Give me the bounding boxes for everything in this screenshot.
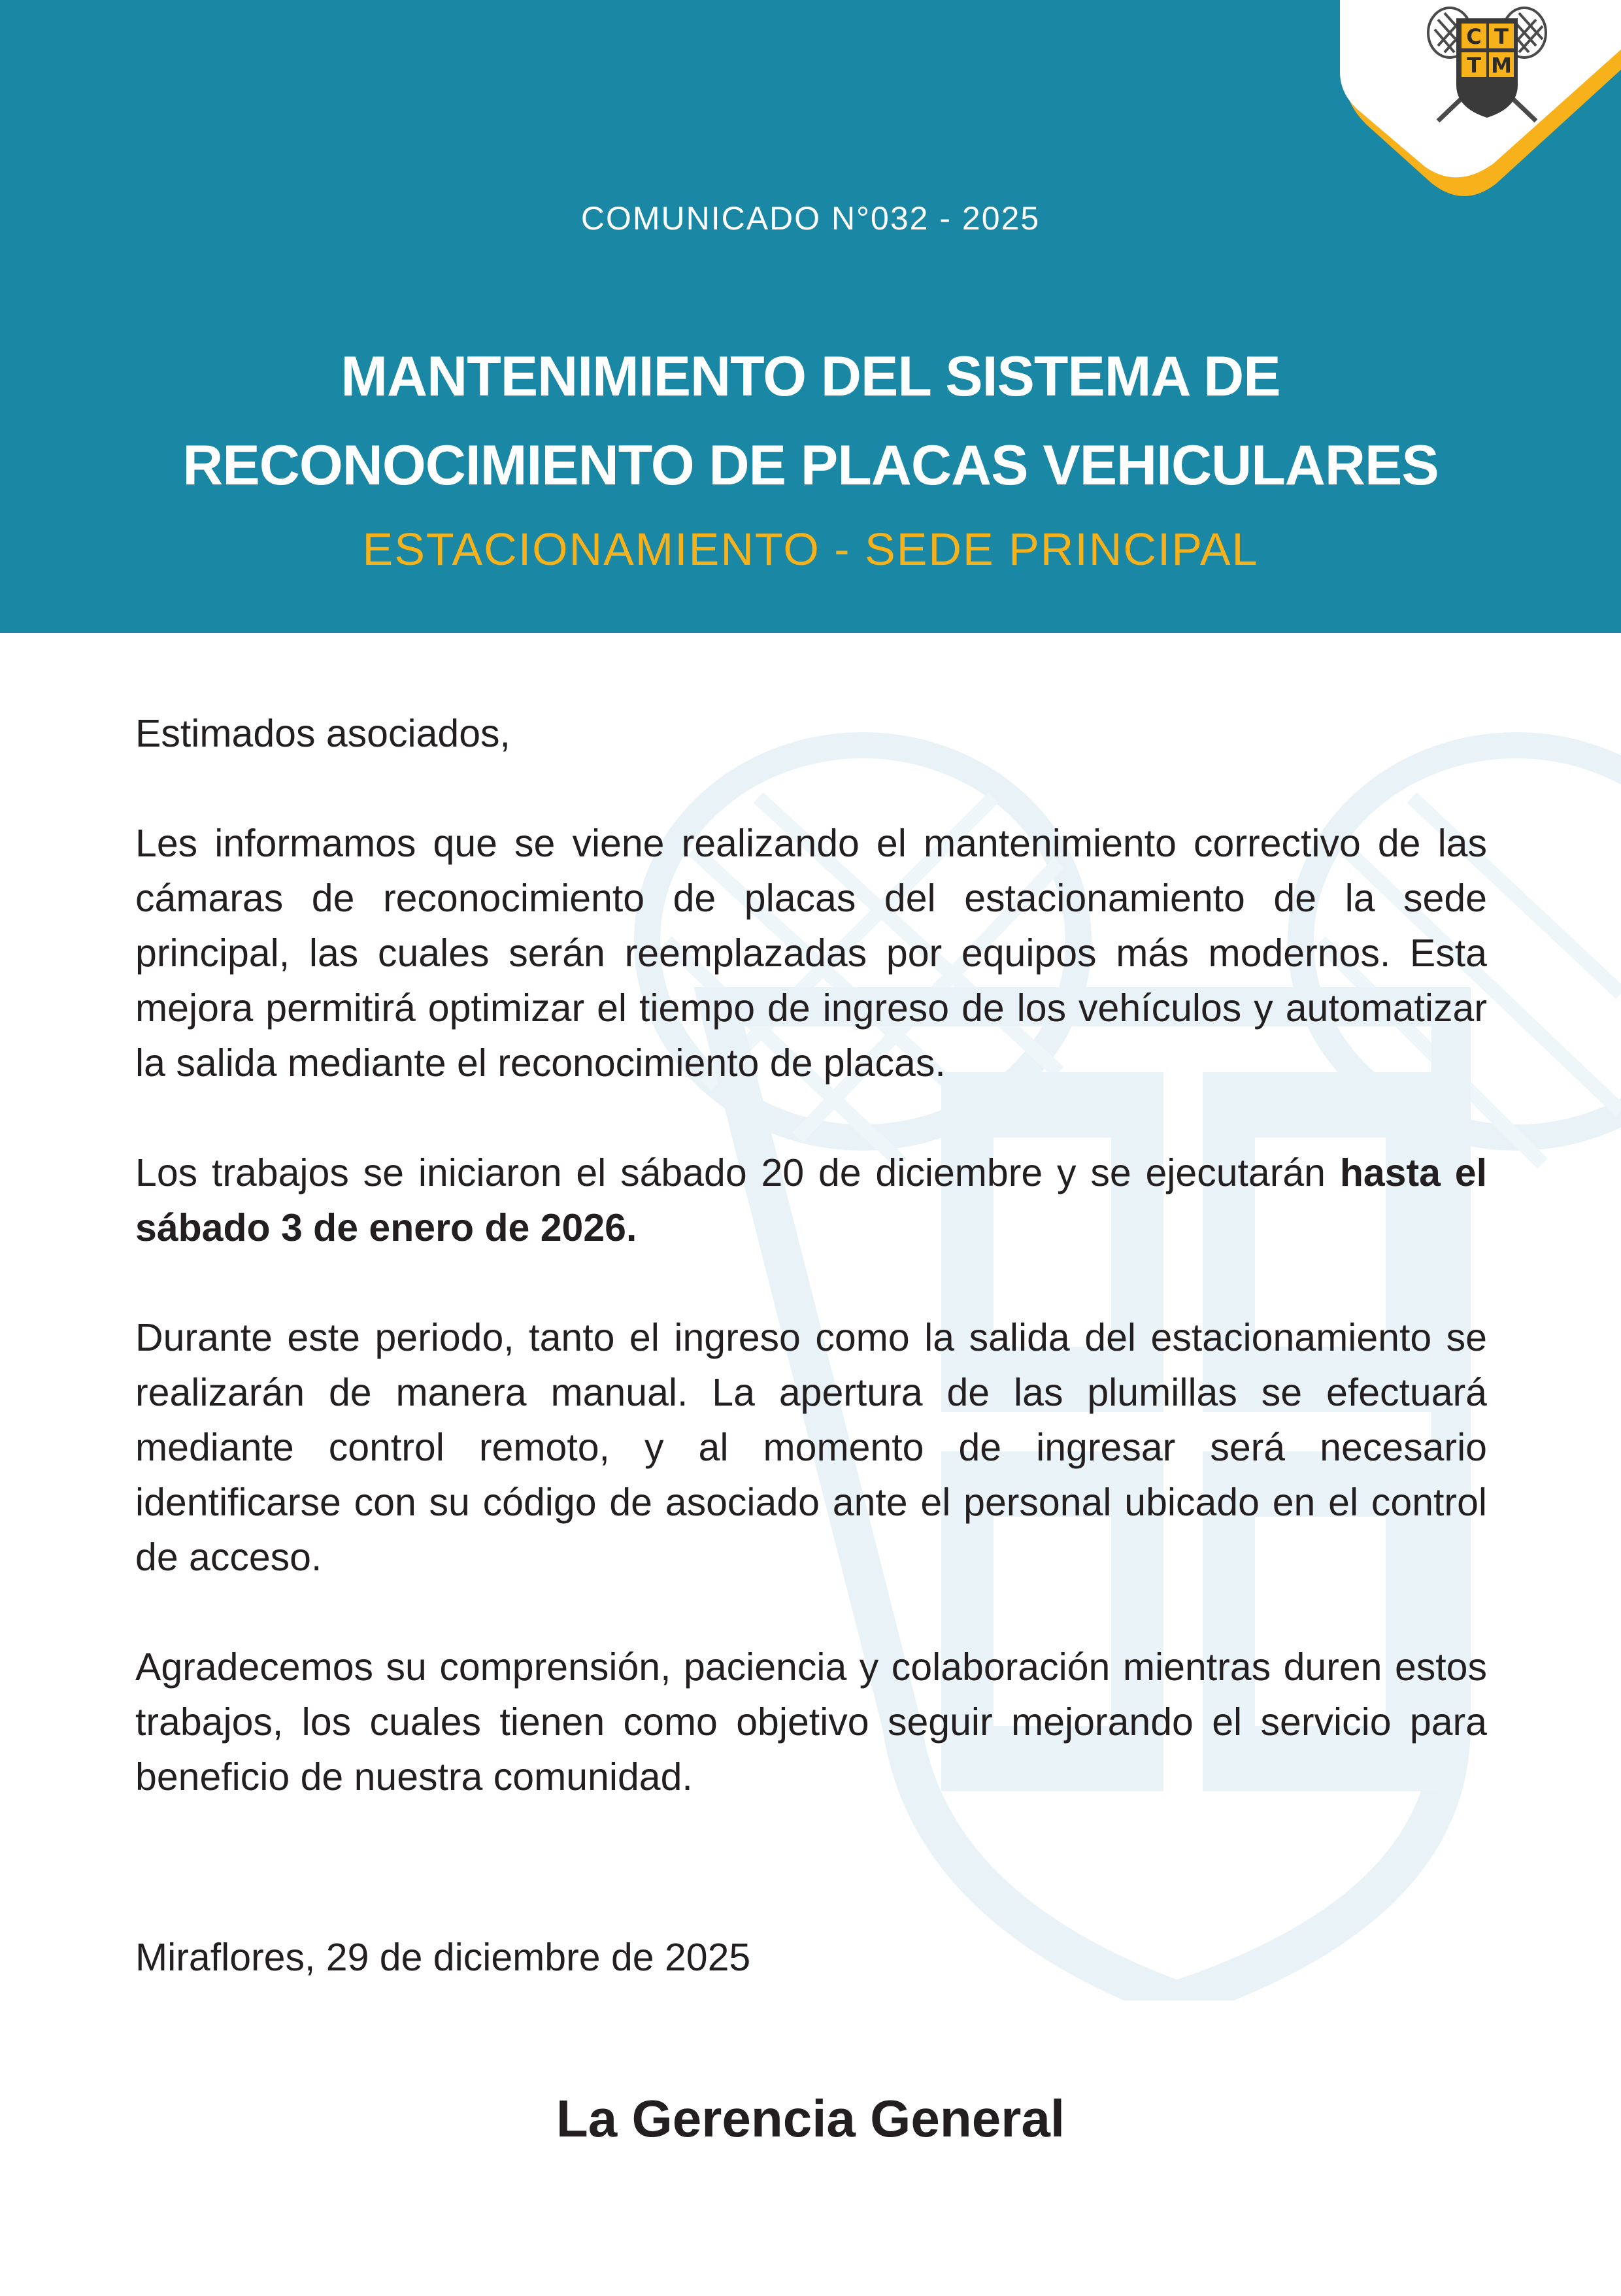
page-subtitle: ESTACIONAMIENTO - SEDE PRINCIPAL [362, 524, 1259, 575]
logo-letter: M [1491, 53, 1512, 78]
letter-body [135, 706, 1487, 1859]
paragraph-3: Durante este periodo, tanto el ingreso como la salida del estacionamiento se realizarán de manera manual. La apertura de las plumillas se efectuará mediante control remoto, y al momento de ingresar será necesario identificarse con su código de asociado ante el personal ubicado en el control de acceso. [135, 1316, 1487, 1579]
logo-letter: T [1467, 53, 1481, 78]
logo-letter: C [1466, 24, 1482, 49]
greeting: Estimados asociados, [135, 712, 510, 755]
letter-date: Miraflores, 29 de diciembre de 2025 [135, 1936, 751, 1979]
paragraph-2 [135, 1145, 1487, 1255]
logo-letter: T [1494, 24, 1509, 49]
comunicado-number: COMUNICADO N°032 - 2025 [580, 200, 1041, 237]
club-logo [1307, 0, 1621, 203]
title-line-1: MANTENIMIENTO DEL SISTEMA DE [341, 345, 1280, 408]
paragraph-4: Agradecemos su comprensión, paciencia y colaboración mientras duren estos trabajos, los cuales tienen como objetivo seguir mejorando el servicio para beneficio de nuestra comunidad. [135, 1646, 1487, 1798]
signature: La Gerencia General [556, 2089, 1065, 2148]
paragraph-1: Les informamos que se viene realizando el mantenimiento correctivo de las cámaras de reconocimiento de placas del estacionamiento de la sede principal, las cuales serán reemplazadas por equipos más modernos. Esta mejora permitirá optimizar el tiempo de ingreso de los vehículos y automatizar la salida mediante el reconocimiento de placas. [135, 822, 1487, 1085]
title-line-2: RECONOCIMIENTO DE PLACAS VEHICULARES [182, 434, 1439, 497]
paragraph-2-bold: hasta el sábado 3 de enero de 2026. [135, 1151, 1487, 1249]
paragraph-2-text: Los trabajos se iniciaron el sábado 20 de diciembre y se ejecutarán [135, 1151, 1340, 1194]
page-title [0, 332, 1621, 510]
